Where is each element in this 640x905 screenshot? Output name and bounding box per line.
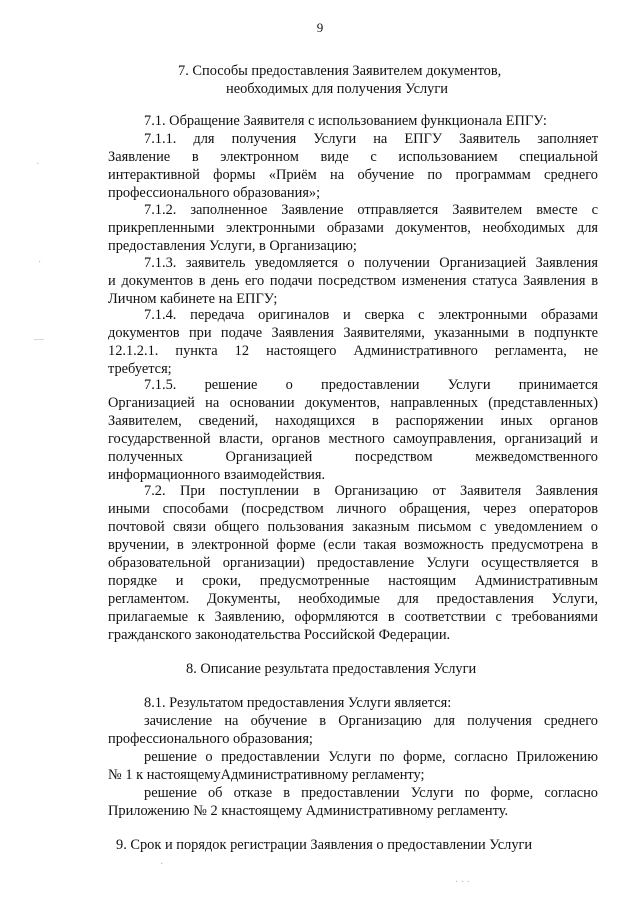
paragraph-7-1-3-line: Личном кабинете на ЕПГУ;: [108, 291, 278, 307]
paragraph-7-1-5-line: информационного взаимодействия.: [108, 467, 326, 483]
result-item-3-line: Приложению № 2 кнастоящему Административному регламенту.: [108, 803, 509, 819]
paragraph-7-1-1-line: Заявление в электронном виде с использованием специальной: [108, 149, 598, 165]
section-7-heading: 7. Способы предоставления Заявителем документов,: [178, 63, 502, 79]
paragraph-7-1-1-line: интерактивной формы «Приём на обучение по программам среднего: [108, 167, 598, 183]
scan-mark: ·: [160, 859, 164, 870]
scan-mark: · · ·: [455, 877, 470, 888]
paragraph-7-1-2-line: предоставления Услуги, в Организацию;: [108, 238, 357, 254]
paragraph-7-1-1-line: профессионального образования»;: [108, 185, 321, 201]
paragraph-7-1: 7.1. Обращение Заявителя с использованием функционала ЕПГУ:: [144, 113, 547, 129]
paragraph-7-2-line: гражданского законодательства Российской Федерации.: [108, 627, 451, 643]
section-7-heading-cont: необходимых для получения Услуги: [226, 81, 448, 97]
paragraph-7-1-5-line: государственной власти, органов местного самоуправления, организаций и: [108, 431, 598, 447]
paragraph-7-2-line: иными способами (посредством личного обращения, через операторов: [108, 501, 598, 517]
paragraph-7-1-4-line: документов при подаче Заявления Заявителями, указанными в подпункте: [108, 325, 598, 341]
result-item-1-line: профессионального образования;: [108, 731, 313, 747]
result-item-3: решение об отказе в предоставлении Услуги по форме, согласно: [144, 785, 598, 801]
result-item-2-line: № 1 к настоящемуАдминистративному регламенту;: [108, 767, 425, 783]
paragraph-7-1-4: 7.1.4. передача оригиналов и сверка с электронными образами: [144, 307, 598, 323]
paragraph-7-2-line: образовательной организации) предоставление Услуги осуществляется в: [108, 555, 598, 571]
paragraph-7-2-line: почтовой связи общего пользования заказным письмом с уведомлением о: [108, 519, 598, 535]
scan-mark: —: [34, 334, 44, 345]
paragraph-7-1-5: 7.1.5. решение о предоставлении Услуги принимается: [144, 377, 598, 393]
paragraph-7-1-2: 7.1.2. заполненное Заявление отправляется Заявителем вместе с: [144, 202, 598, 218]
paragraph-7-1-3: 7.1.3. заявитель уведомляется о получении Организацией Заявления: [144, 255, 598, 271]
paragraph-7-2: 7.2. При поступлении в Организацию от Заявителя Заявления: [144, 483, 598, 499]
paragraph-7-1-5-line: Заявителем, сведений, находящихся в распоряжении иных органов: [108, 413, 598, 429]
paragraph-7-1-1: 7.1.1. для получения Услуги на ЕПГУ Заявитель заполняет: [144, 131, 598, 147]
scan-mark: ·: [38, 257, 42, 268]
paragraph-7-1-5-line: Организацией на основании документов, направленных (представленных): [108, 395, 598, 411]
paragraph-7-1-2-line: прикрепленными электронными образами документов, необходимых для: [108, 220, 598, 236]
result-item-1: зачисление на обучение в Организацию для получения среднего: [144, 713, 598, 729]
paragraph-7-2-line: прилагаемые к Заявлению, оформляются в соответствии с требованиями: [108, 609, 598, 625]
scan-mark: ·: [36, 159, 40, 170]
paragraph-7-2-line: вручении, в электронной форме (если такая возможность предусмотрена в: [108, 537, 598, 553]
paragraph-7-1-4-line: 12.1.2.1. пункта 12 настоящего Административного регламента, не: [108, 343, 598, 359]
section-9-heading: 9. Срок и порядок регистрации Заявления о предоставлении Услуги: [116, 837, 533, 853]
paragraph-7-1-3-line: и документов в день его подачи посредством изменения статуса Заявления в: [108, 273, 598, 289]
paragraph-7-2-line: порядке и сроки, предусмотренные настоящим Административным: [108, 573, 598, 589]
result-item-2: решение о предоставлении Услуги по форме, согласно Приложению: [144, 749, 598, 765]
section-8-heading: 8. Описание результата предоставления Услуги: [186, 661, 477, 677]
paragraph-7-1-5-line: полученных Организацией посредством межведомственного: [108, 449, 598, 465]
paragraph-7-1-4-line: требуется;: [108, 361, 172, 377]
paragraph-8-1: 8.1. Результатом предоставления Услуги является:: [144, 695, 452, 711]
page-number: 9: [316, 20, 324, 35]
paragraph-7-2-line: регламентом. Документы, необходимые для предоставления Услуги,: [108, 591, 598, 607]
